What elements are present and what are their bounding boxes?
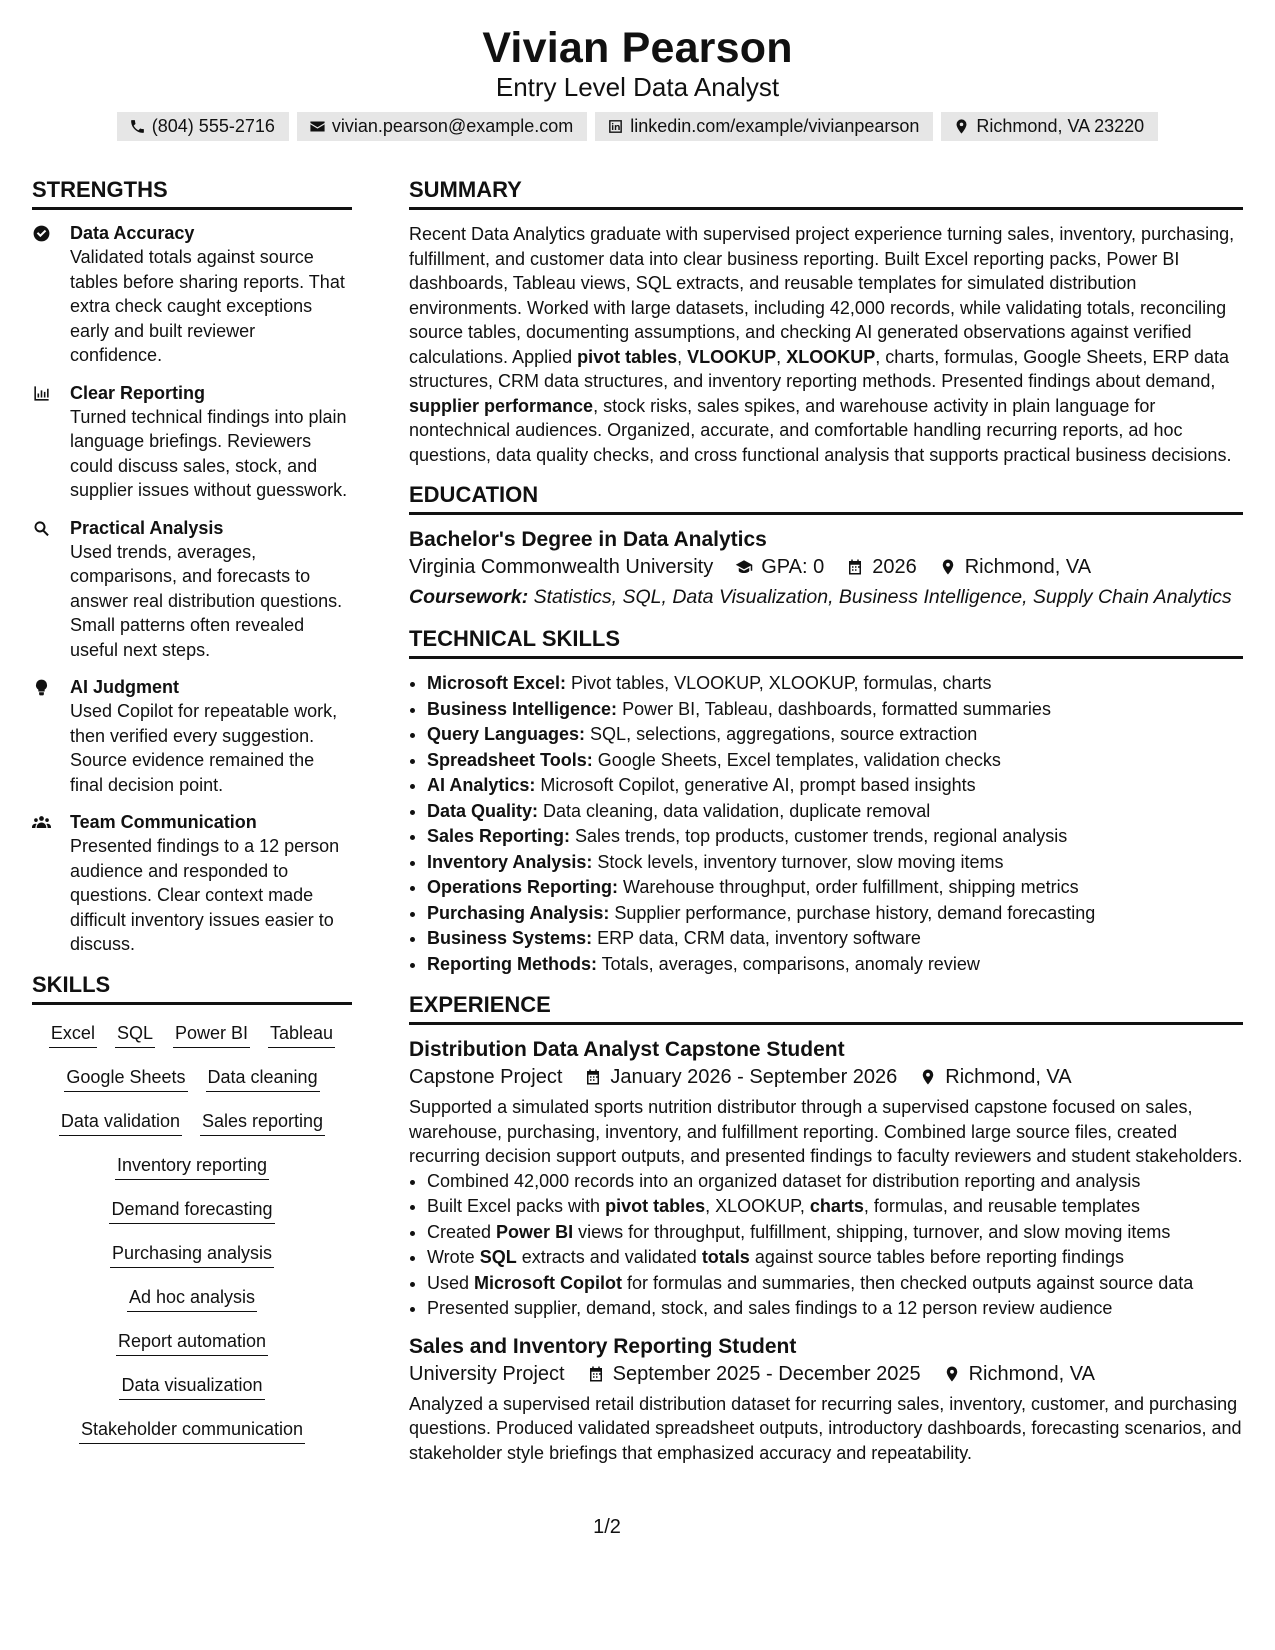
technical-skill-item — [427, 901, 1243, 927]
education-heading: EDUCATION — [409, 483, 1243, 515]
contact-linkedin[interactable] — [595, 112, 933, 141]
strength-title: Team Communication — [70, 812, 257, 832]
education-meta — [409, 553, 1243, 581]
strength-desc: Used Copilot for repeatable work, then verified every suggestion. Source evidence remained the final decision point. — [70, 701, 338, 795]
education-location: Richmond, VA — [964, 556, 1092, 578]
technical-skill-item — [427, 850, 1243, 876]
contact-email[interactable] — [297, 112, 587, 141]
job-org: Capstone Project — [409, 1066, 563, 1088]
technical-skill-item — [427, 799, 1243, 825]
skill-values: Stock levels, inventory turnover, slow moving items — [592, 851, 1004, 872]
phone-icon — [129, 118, 146, 135]
bold-phrase: pivot tables — [605, 1196, 706, 1216]
technical-skill-item — [427, 824, 1243, 850]
technical-skill-item — [427, 748, 1243, 774]
resume-header — [0, 0, 1275, 141]
skill-tag: SQL — [115, 1023, 155, 1048]
text-run: views for throughput, fulfillment, shipping, turnover, and slow moving items — [573, 1221, 1171, 1242]
bold-phrase: SQL — [479, 1247, 517, 1267]
job-meta — [409, 1360, 1243, 1388]
skill-tag: Inventory reporting — [115, 1155, 269, 1180]
coursework-list: Statistics, SQL, Data Visualization, Business Intelligence, Supply Chain Analytics — [528, 586, 1232, 608]
calendar-icon — [584, 1068, 602, 1086]
skill-values: Power BI, Tableau, dashboards, formatted summaries — [617, 698, 1051, 719]
graduation-cap-icon — [735, 558, 753, 576]
skill-values: Pivot tables, VLOOKUP, XLOOKUP, formulas, charts — [566, 673, 992, 693]
technical-skill-item — [427, 722, 1243, 748]
job-entry — [409, 1037, 1243, 1322]
lightbulb-icon — [32, 678, 51, 697]
text-run: Used — [427, 1272, 475, 1293]
bold-phrase: totals — [701, 1247, 750, 1267]
linkedin-text: linkedin.com/example/vivianpearson — [630, 116, 920, 136]
calendar-icon — [846, 558, 864, 576]
strength-item — [32, 222, 352, 368]
text-run: for formulas and summaries, then checked outputs against source data — [622, 1272, 1194, 1293]
skill-tag: Tableau — [268, 1023, 335, 1048]
technical-skill-item — [427, 875, 1243, 901]
map-pin-icon — [943, 1365, 961, 1383]
skill-category: AI Analytics: — [427, 775, 536, 795]
skill-tag: Purchasing analysis — [110, 1243, 274, 1268]
skill-tag: Excel — [49, 1023, 97, 1048]
text-run: Recent Data Analytics graduate with supervised project experience turning sales, inventory, purchasing, fulfillment, and customer data into clear business reporting. Built Excel reporting packs, Power BI dashboards, Tableau views, SQL extracts, and reusable templates for simulated distribution environments. Worked with large datasets, including 42,000 records, while validating totals, reconciling source tables, documenting assumptions, and checking AI generated observations against verified calculations. Applied — [409, 224, 1235, 367]
skill-category: Data Quality: — [427, 800, 539, 821]
strength-item — [32, 811, 352, 957]
skill-tag: Demand forecasting — [109, 1199, 274, 1224]
bar-chart-icon — [32, 384, 51, 403]
bold-phrase: VLOOKUP — [687, 346, 777, 367]
calendar-icon — [587, 1365, 605, 1383]
skill-tag: Power BI — [173, 1023, 250, 1048]
skills-list — [32, 1017, 352, 1444]
skill-tag: Data visualization — [119, 1375, 264, 1400]
map-pin-icon — [953, 118, 970, 135]
job-bullet — [427, 1220, 1243, 1246]
skill-tag: Report automation — [116, 1331, 268, 1356]
text-run: against source tables before reporting findings — [749, 1247, 1125, 1267]
email-text: vivian.pearson@example.com — [331, 116, 574, 136]
contact-bar — [0, 112, 1275, 141]
skills-heading: SKILLS — [32, 973, 352, 1005]
job-dates: January 2026 - September 2026 — [610, 1066, 898, 1088]
bold-phrase: pivot tables — [577, 346, 678, 367]
technical-skill-item — [427, 952, 1243, 978]
bold-phrase: XLOOKUP — [786, 346, 876, 367]
skill-category: Business Systems: — [427, 928, 593, 948]
envelope-icon — [309, 118, 326, 135]
skill-category: Sales Reporting: — [427, 826, 571, 846]
bold-phrase: Power BI — [496, 1221, 574, 1242]
job-description: Supported a simulated sports nutrition distributor through a supervised capstone focused on sales, warehouse, purchasing, inventory, and fulfillment reporting. Combined large source files, created recurring decision support outputs, and presented findings to faculty reviewers and student stakeholders. — [409, 1097, 1243, 1166]
text-run: , — [776, 346, 787, 367]
skill-values: Data cleaning, data validation, duplicate removal — [538, 800, 931, 821]
skill-values: Microsoft Copilot, generative AI, prompt based insights — [535, 775, 976, 795]
job-bullet — [427, 1296, 1243, 1322]
skill-category: Purchasing Analysis: — [427, 902, 610, 923]
skill-tag: Sales reporting — [200, 1111, 325, 1136]
job-bullet — [427, 1169, 1243, 1195]
strength-item — [32, 676, 352, 797]
job-bullets — [409, 1169, 1243, 1322]
technical-skill-item — [427, 671, 1243, 697]
skill-category: Inventory Analysis: — [427, 851, 593, 872]
strength-desc: Turned technical findings into plain language briefings. Reviewers could discuss sales, stock, and supplier issues without guesswork. — [70, 406, 348, 500]
job-org: University Project — [409, 1362, 565, 1385]
bold-phrase: charts — [809, 1196, 864, 1216]
strength-title: Clear Reporting — [70, 382, 206, 403]
skill-values: ERP data, CRM data, inventory software — [592, 928, 921, 948]
contact-location — [941, 112, 1158, 141]
job-meta — [409, 1063, 1243, 1091]
text-run: , — [677, 346, 688, 367]
graduation-year: 2026 — [872, 556, 917, 578]
strengths-heading: STRENGTHS — [32, 178, 352, 210]
candidate-title: Entry Level Data Analyst — [495, 72, 780, 102]
strength-item — [32, 517, 352, 663]
text-run: , XLOOKUP, — [705, 1196, 810, 1216]
strength-title: Data Accuracy — [70, 223, 195, 243]
linkedin-icon — [607, 118, 624, 135]
text-run: Built Excel packs with — [427, 1196, 606, 1216]
skill-values: Totals, averages, comparisons, anomaly review — [596, 953, 980, 974]
bold-phrase: supplier performance — [409, 395, 594, 416]
text-run: Created — [427, 1221, 497, 1242]
text-run: , stock risks, sales spikes, and warehouse activity in plain language for nontechnical audiences. Organized, accurate, and comfortable handling recurring reports, ad hoc questions, data quality checks, and cross functional analysis that supports practical business decisions. — [409, 395, 1232, 465]
job-location: Richmond, VA — [945, 1066, 1072, 1088]
text-run: , charts, formulas, Google Sheets, ERP data structures, CRM data structures, and inventory reporting methods. Presented findings about demand, — [409, 346, 1230, 391]
technical-skills-list — [409, 671, 1243, 977]
text-run: extracts and validated — [516, 1247, 702, 1267]
skill-category: Reporting Methods: — [427, 953, 597, 974]
users-icon — [32, 813, 51, 832]
gpa-text: GPA: 0 — [761, 556, 825, 578]
strength-desc: Validated totals against source tables before sharing reports. That extra check caught exceptions early and built reviewer confidence. — [70, 247, 345, 365]
strength-desc: Presented findings to a 12 person audience and responded to questions. Clear context made difficult inventory issues easier to discuss. — [70, 836, 340, 954]
contact-phone[interactable] — [117, 112, 289, 141]
coursework — [409, 585, 1243, 609]
skill-values: Warehouse throughput, order fulfillment, shipping metrics — [618, 877, 1079, 897]
skill-values: SQL, selections, aggregations, source extraction — [585, 724, 978, 744]
summary-text — [409, 222, 1243, 467]
strength-title: Practical Analysis — [70, 517, 224, 538]
phone-text: (804) 555-2716 — [151, 116, 275, 136]
text-run: Presented supplier, demand, stock, and sales findings to a 12 person review audience — [427, 1298, 1113, 1318]
strength-desc: Used trends, averages, comparisons, and forecasts to answer real distribution questions. Small patterns often revealed useful next steps. — [70, 541, 343, 660]
skill-values: Google Sheets, Excel templates, validation checks — [592, 749, 1001, 770]
skill-values: Sales trends, top products, customer trends, regional analysis — [570, 826, 1068, 846]
skill-tag: Ad hoc analysis — [127, 1287, 257, 1312]
job-location: Richmond, VA — [968, 1362, 1095, 1385]
search-icon — [32, 519, 51, 538]
skill-category: Query Languages: — [427, 724, 586, 744]
job-dates: September 2025 - December 2025 — [612, 1362, 921, 1385]
skill-category: Operations Reporting: — [427, 877, 619, 897]
strength-title: AI Judgment — [70, 677, 180, 697]
skill-values: Supplier performance, purchase history, demand forecasting — [609, 902, 1096, 923]
skill-tag: Google Sheets — [64, 1067, 187, 1092]
summary-heading: SUMMARY — [409, 178, 1243, 210]
technical-skill-item — [427, 773, 1243, 799]
school-name: Virginia Commonwealth University — [409, 556, 714, 578]
strength-item — [32, 382, 352, 503]
job-bullet — [427, 1245, 1243, 1271]
technical-skill-item — [427, 697, 1243, 723]
skill-tag: Data cleaning — [206, 1067, 320, 1092]
text-run: , formulas, and reusable templates — [863, 1196, 1141, 1216]
technical-skills-heading: TECHNICAL SKILLS — [409, 627, 1243, 659]
candidate-name: Vivian Pearson — [482, 24, 793, 72]
job-title: Sales and Inventory Reporting Student — [409, 1334, 797, 1358]
skill-category: Business Intelligence: — [427, 698, 618, 719]
skill-tag: Stakeholder communication — [79, 1419, 305, 1444]
map-pin-icon — [939, 558, 957, 576]
coursework-label: Coursework: — [409, 586, 529, 608]
location-text: Richmond, VA 23220 — [976, 116, 1145, 136]
skill-category: Spreadsheet Tools: — [427, 749, 593, 770]
bold-phrase: Microsoft Copilot — [474, 1272, 623, 1293]
left-column — [32, 178, 352, 1465]
job-description: Analyzed a supervised retail distribution dataset for recurring sales, inventory, customer, and purchasing questions. Produced validated spreadsheet outputs, introductory dashboards, forecasting scenarios, and stakeholder style briefings that emphasized accuracy and repeatability. — [409, 1393, 1242, 1463]
job-title: Distribution Data Analyst Capstone Student — [409, 1038, 845, 1061]
job-bullet — [427, 1271, 1243, 1297]
skill-category: Microsoft Excel: — [427, 673, 567, 693]
job-entry — [409, 1334, 1243, 1466]
technical-skill-item — [427, 926, 1243, 952]
experience-heading: EXPERIENCE — [409, 993, 1243, 1025]
check-circle-icon — [32, 224, 51, 243]
right-column — [409, 178, 1243, 1465]
map-pin-icon — [919, 1068, 937, 1086]
skill-tag: Data validation — [59, 1111, 182, 1136]
text-run: Combined 42,000 records into an organized dataset for distribution reporting and analysis — [427, 1170, 1141, 1191]
text-run: Wrote — [427, 1247, 480, 1267]
degree-title: Bachelor's Degree in Data Analytics — [409, 528, 767, 551]
page-number: 1/2 — [593, 1516, 621, 1538]
job-bullet — [427, 1194, 1243, 1220]
